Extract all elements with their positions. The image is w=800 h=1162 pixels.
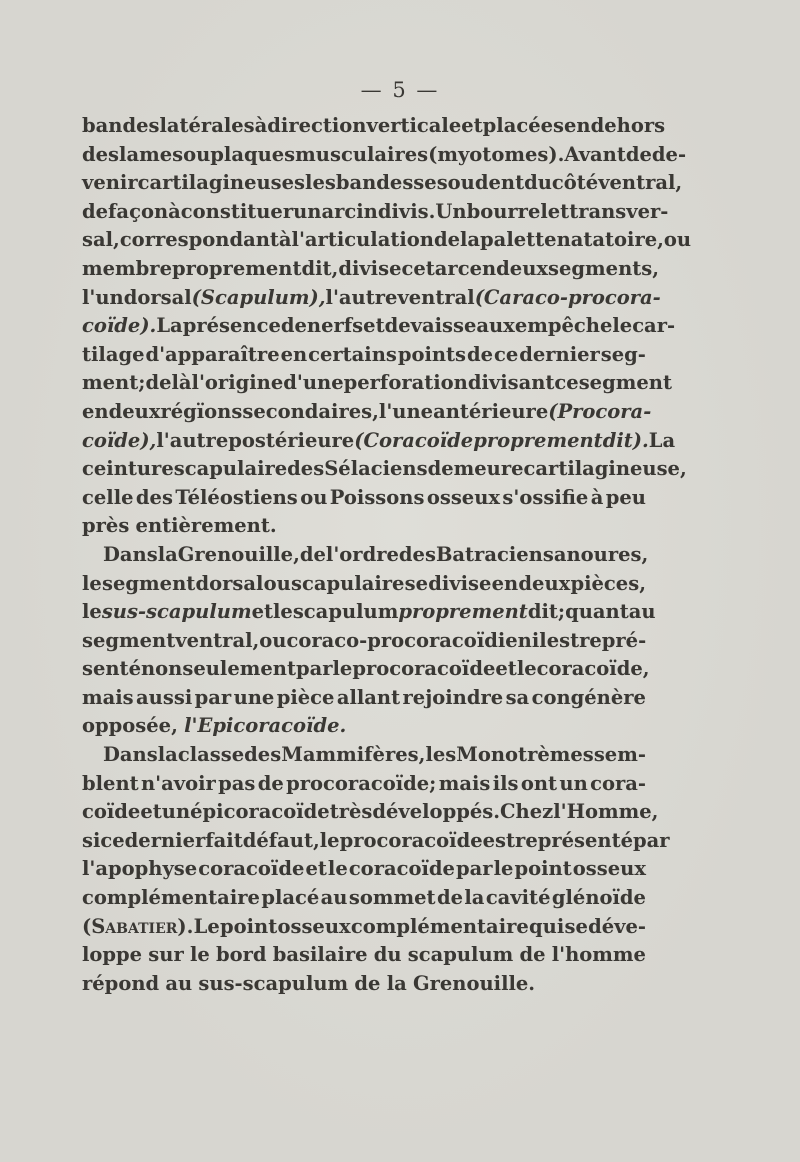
word: ceinture xyxy=(82,457,174,481)
word: allant xyxy=(336,685,401,709)
word: le xyxy=(82,600,102,624)
word: le xyxy=(82,571,102,595)
word: régïons xyxy=(160,399,243,423)
word: basilaire xyxy=(272,943,368,967)
word: le xyxy=(612,314,633,338)
word: (myotomes). xyxy=(428,142,565,166)
word: rejoindre xyxy=(402,685,504,709)
word: au xyxy=(320,886,348,910)
word: des xyxy=(244,743,282,767)
text-line xyxy=(82,455,687,484)
word: deux xyxy=(518,571,571,595)
word: placées xyxy=(482,114,564,137)
word: de xyxy=(436,886,463,910)
word: sa xyxy=(505,685,530,709)
word: divise xyxy=(338,256,402,280)
word: épicoracoïde xyxy=(190,800,330,824)
word: loppe xyxy=(82,943,143,967)
word: coïde xyxy=(82,800,141,824)
word: les xyxy=(305,171,336,195)
word: cavité xyxy=(485,886,551,910)
word: secondaires, xyxy=(242,399,379,423)
word: d'apparaître xyxy=(145,342,280,366)
word: et xyxy=(461,114,483,137)
word: du xyxy=(373,943,402,967)
word: proprement xyxy=(473,428,603,452)
text-line xyxy=(82,341,646,370)
word: anoures, xyxy=(553,542,649,566)
word: à xyxy=(590,485,604,509)
word: verticale xyxy=(366,114,462,137)
word: musculaires xyxy=(295,142,429,166)
word: dernier xyxy=(124,828,206,852)
word: les xyxy=(425,743,457,767)
word: natatoire, xyxy=(556,228,664,252)
text-line xyxy=(82,141,687,170)
word: se xyxy=(404,571,429,595)
word: en xyxy=(491,571,519,595)
text-line xyxy=(82,798,659,827)
word: répond xyxy=(82,971,160,995)
word: le xyxy=(273,600,293,624)
word: et xyxy=(495,657,517,681)
word: la xyxy=(157,542,178,566)
word: si xyxy=(82,828,101,852)
word: le xyxy=(319,828,340,852)
word: placé xyxy=(261,886,320,910)
text-line xyxy=(82,112,666,141)
word: bourrelet xyxy=(466,199,570,223)
word: quant xyxy=(565,600,629,624)
word: sal, xyxy=(82,228,120,252)
word: certains xyxy=(308,342,397,366)
word: pièces, xyxy=(570,571,646,595)
word: seg- xyxy=(600,342,646,366)
word: sus-scapulum xyxy=(101,600,252,624)
word: arc xyxy=(321,199,357,223)
word: coraco-procoracoïdien xyxy=(286,628,532,652)
word: fait xyxy=(205,828,243,852)
word: dit; xyxy=(527,600,566,624)
word: proprement xyxy=(398,600,528,624)
word: la xyxy=(460,228,481,252)
word: de xyxy=(625,142,652,166)
word: très xyxy=(329,800,373,824)
word: défaut, xyxy=(242,828,320,852)
word: côté xyxy=(551,171,599,195)
word: Un xyxy=(435,199,467,223)
text-line xyxy=(82,169,683,198)
word: repré- xyxy=(579,628,647,652)
word: osseux xyxy=(426,485,501,509)
word: de xyxy=(467,342,494,366)
word: divise xyxy=(428,571,492,595)
word: coracoïde, xyxy=(536,657,650,681)
word: se xyxy=(413,171,437,195)
word: palette xyxy=(480,228,557,252)
word: en xyxy=(82,399,109,423)
word: osseux xyxy=(572,857,646,881)
word: ou xyxy=(259,628,287,652)
word: en xyxy=(564,114,591,137)
word: segment xyxy=(578,371,672,395)
word: complémentaire xyxy=(350,914,529,938)
word: et xyxy=(251,600,273,624)
word: la xyxy=(386,971,407,995)
word: car- xyxy=(632,314,676,338)
word: ventral, xyxy=(598,171,683,195)
word: dorsal xyxy=(195,571,264,595)
word: sus-scapulum xyxy=(198,971,349,995)
word: représenté xyxy=(515,828,634,852)
word: ou xyxy=(663,228,692,252)
word: demeure xyxy=(427,457,524,481)
text-line xyxy=(82,541,649,570)
word: par xyxy=(194,685,232,709)
word: et xyxy=(305,857,327,881)
word: ils xyxy=(492,771,519,795)
word: l'ordre xyxy=(325,542,399,566)
word: par xyxy=(295,657,333,681)
text-line xyxy=(82,655,650,684)
word: dit). xyxy=(602,428,649,452)
word: cartilagineuses xyxy=(137,171,306,195)
text-line xyxy=(82,369,672,398)
word: perforation xyxy=(343,371,468,395)
word: membre xyxy=(82,256,172,280)
word: de- xyxy=(651,142,687,166)
word: le xyxy=(332,657,353,681)
word: Dans xyxy=(103,542,158,566)
word: segments, xyxy=(548,256,660,280)
word: de xyxy=(280,314,307,338)
word: le xyxy=(327,857,348,881)
word: à xyxy=(278,228,292,252)
word: arc xyxy=(434,256,470,280)
body-text xyxy=(82,112,692,998)
text-line xyxy=(82,198,669,227)
text-line xyxy=(82,598,656,627)
word: procoracoïde xyxy=(352,657,496,681)
word: l'apophyse xyxy=(82,857,198,881)
word: qui xyxy=(529,914,565,938)
word: non xyxy=(140,657,183,681)
word: ce xyxy=(554,371,579,395)
word: sur xyxy=(148,943,184,967)
word: le xyxy=(189,943,210,967)
word: de xyxy=(299,542,326,566)
word: proprement xyxy=(172,256,302,280)
word: de xyxy=(82,199,109,223)
word: mais xyxy=(82,685,134,709)
word: ventral, xyxy=(175,628,260,652)
word: latérales xyxy=(159,114,255,137)
word: au xyxy=(165,971,193,995)
word: vaisseaux xyxy=(410,314,515,338)
word: lames xyxy=(119,142,184,166)
word: coïde), xyxy=(82,428,157,452)
word: du xyxy=(524,171,552,195)
text-line xyxy=(82,941,646,970)
word: une xyxy=(233,685,275,709)
word: aussi xyxy=(136,685,193,709)
word: à xyxy=(254,114,268,137)
word: plaques xyxy=(210,142,296,166)
word: coracoïde xyxy=(198,857,305,881)
word: ou xyxy=(263,571,291,595)
word: de xyxy=(257,771,284,795)
word: l'autre xyxy=(325,285,398,309)
word: direction xyxy=(267,114,367,137)
word: déve- xyxy=(588,914,646,938)
text-line xyxy=(82,570,646,599)
text-line xyxy=(82,398,652,427)
word: senté xyxy=(82,657,141,681)
word: d'une xyxy=(283,371,344,395)
word: nerfs xyxy=(306,314,364,338)
text-line xyxy=(82,770,646,799)
word: congénère xyxy=(531,685,646,709)
word: par xyxy=(456,857,493,881)
word: ont xyxy=(520,771,558,795)
word: près xyxy=(82,514,130,538)
word: l'autre xyxy=(156,428,229,452)
word: des xyxy=(398,542,436,566)
word: bandes xyxy=(82,114,160,137)
word: Monotrèmes xyxy=(456,743,594,767)
word: l'origine xyxy=(191,371,284,395)
word: seulement xyxy=(182,657,296,681)
word: l'une xyxy=(378,399,434,423)
word: (Coracoïde xyxy=(354,428,474,452)
text-line xyxy=(82,512,646,541)
word: le xyxy=(516,657,537,681)
word: se xyxy=(564,914,588,938)
word: de xyxy=(354,971,381,995)
word: Téléostiens xyxy=(175,485,298,509)
word: est xyxy=(546,628,580,652)
word: l'articulation xyxy=(291,228,434,252)
word: (Scapulum), xyxy=(191,285,326,309)
word: Avant xyxy=(564,142,626,166)
word: de xyxy=(384,314,411,338)
text-line xyxy=(82,884,646,913)
word: des xyxy=(135,485,173,509)
word: dit, xyxy=(301,256,339,280)
word: ce xyxy=(494,342,519,366)
word: bandes xyxy=(335,171,414,195)
word: deux xyxy=(108,399,161,423)
text-line xyxy=(82,855,646,884)
word: pièce xyxy=(276,685,335,709)
word: de xyxy=(519,943,546,967)
word: de xyxy=(433,228,460,252)
word: l'homme xyxy=(551,943,646,967)
word: Grenouille, xyxy=(177,542,300,566)
word: cartilagineuse, xyxy=(523,457,687,481)
word: Batraciens xyxy=(435,542,554,566)
word: points xyxy=(397,342,467,366)
word: coïde). xyxy=(82,314,157,338)
text-line xyxy=(82,913,646,942)
word: dernier xyxy=(519,342,600,366)
word: point xyxy=(219,914,278,938)
word: au xyxy=(628,600,656,624)
word: scapulaire xyxy=(173,457,288,481)
word: classe xyxy=(177,743,245,767)
word: (Caraco-procora- xyxy=(474,285,661,309)
word: cet xyxy=(401,256,435,280)
word: segment xyxy=(102,571,196,595)
word: (Procora- xyxy=(548,399,652,423)
word: en xyxy=(469,256,497,280)
word: par xyxy=(633,828,670,852)
word: ment; xyxy=(82,371,146,395)
word: divisant xyxy=(467,371,555,395)
word: opposée, xyxy=(82,714,178,738)
word: La xyxy=(648,428,676,452)
word: Poissons xyxy=(329,485,425,509)
word: mais xyxy=(438,771,491,795)
text-line xyxy=(82,226,692,255)
word: empêche xyxy=(514,314,613,338)
text-line xyxy=(82,312,676,341)
word: Dans xyxy=(103,743,158,767)
word: peu xyxy=(605,485,646,509)
word: ou xyxy=(300,485,328,509)
word: dehors xyxy=(590,114,666,137)
word: blent xyxy=(82,771,139,795)
word: est xyxy=(482,828,516,852)
text-line xyxy=(82,741,646,770)
word: présence xyxy=(182,314,281,338)
word: bord xyxy=(215,943,267,967)
word: celle xyxy=(82,485,134,509)
word: façon xyxy=(108,199,169,223)
word: un xyxy=(559,771,588,795)
word: Chez xyxy=(500,800,554,824)
word: correspondant xyxy=(119,228,279,252)
word: procoracoïde; xyxy=(286,771,437,795)
word: l'un xyxy=(82,285,124,309)
word: et xyxy=(140,800,162,824)
word: pas xyxy=(218,771,256,795)
word: tilage xyxy=(82,342,145,366)
text-line xyxy=(82,284,661,313)
word: la xyxy=(157,743,178,767)
word: coracoïde xyxy=(348,857,455,881)
word: sommet xyxy=(348,886,436,910)
text-line xyxy=(82,827,670,856)
word: en xyxy=(280,342,308,366)
text-line xyxy=(82,684,646,713)
word: des xyxy=(287,457,325,481)
word: ventral xyxy=(397,285,475,309)
word: Mammifères, xyxy=(281,743,426,767)
text-line xyxy=(82,712,646,741)
word: Le xyxy=(193,914,220,938)
word: n'avoir xyxy=(140,771,216,795)
word: sem- xyxy=(593,743,646,767)
word: scapulaire xyxy=(291,571,405,595)
word: de xyxy=(145,371,172,395)
word: l'Epicoracoïde. xyxy=(184,714,347,738)
word: La xyxy=(156,314,183,338)
word: des xyxy=(82,142,120,166)
word: cora- xyxy=(590,771,646,795)
word: transver- xyxy=(569,199,669,223)
word: et xyxy=(363,314,385,338)
word: il xyxy=(531,628,547,652)
word: développés. xyxy=(372,800,501,824)
word: antérieure xyxy=(433,399,549,423)
word: Sélaciens xyxy=(324,457,428,481)
page-number: — 5 — xyxy=(360,78,440,102)
word: entièrement. xyxy=(135,514,277,538)
word: osseux xyxy=(277,914,351,938)
word: complémentaire xyxy=(82,886,260,910)
word: l'Homme, xyxy=(553,800,659,824)
word: s'ossifie xyxy=(502,485,589,509)
word: ou xyxy=(183,142,211,166)
text-line xyxy=(82,484,646,513)
text-line xyxy=(82,427,676,456)
word: ce xyxy=(100,828,125,852)
word: Grenouille. xyxy=(412,971,536,995)
word: un xyxy=(161,800,191,824)
word: soudent xyxy=(436,171,525,195)
text-line xyxy=(82,627,646,656)
word: scapulum xyxy=(407,943,514,967)
word: dorsal xyxy=(123,285,192,309)
word: postérieure xyxy=(228,428,355,452)
word: scapulum xyxy=(292,600,399,624)
word: la xyxy=(464,886,485,910)
word: à xyxy=(168,199,181,223)
word: segment xyxy=(82,628,176,652)
text-line xyxy=(82,255,660,284)
word: glénoïde xyxy=(551,886,646,910)
word: un xyxy=(293,199,322,223)
word: (Sabatier). xyxy=(82,914,194,938)
word: venir xyxy=(82,171,138,195)
word: constituer xyxy=(180,199,294,223)
word: indivis. xyxy=(356,199,436,223)
word: le xyxy=(493,857,514,881)
word: procoracoïde xyxy=(339,828,483,852)
text-line xyxy=(82,970,646,999)
word: point xyxy=(514,857,572,881)
word: là xyxy=(171,371,192,395)
word: deux xyxy=(496,256,549,280)
